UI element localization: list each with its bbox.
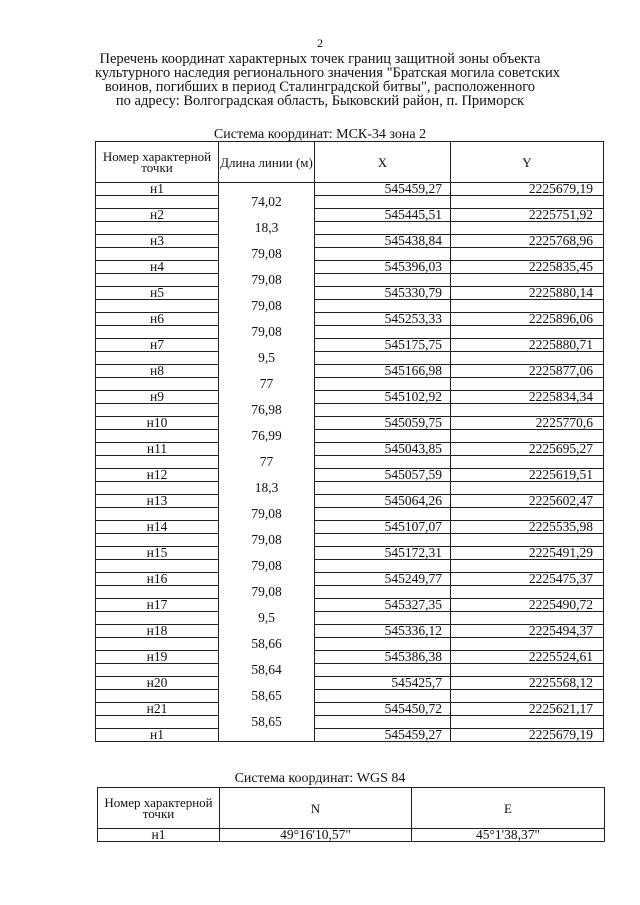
point-row — [96, 703, 604, 716]
y-coordinate-cell: 2225877,06 — [451, 365, 604, 378]
line-length-cell: 79,08 — [219, 274, 315, 287]
x-coordinate-cell: 545330,79 — [315, 287, 451, 300]
point-number-cell: н17 — [96, 599, 219, 612]
point-row — [96, 443, 604, 456]
point-row — [96, 235, 604, 248]
line-length-row — [96, 352, 604, 365]
point-row — [96, 651, 604, 664]
line-length-row — [96, 196, 604, 209]
point-number-cell: н15 — [96, 547, 219, 560]
line-length-cell: 76,99 — [219, 430, 315, 443]
line-length-cell: 9,5 — [219, 352, 315, 365]
msk-table-body — [96, 183, 604, 742]
x-coordinate-cell: 545057,59 — [315, 469, 451, 482]
line-length-row — [96, 222, 604, 235]
title-line: культурного наследия регионального значения "Братская могила советских — [95, 65, 560, 81]
y-coordinate-cell: 2225770,6 — [451, 417, 604, 430]
line-length-cell: 79,08 — [219, 534, 315, 547]
point-row — [96, 417, 604, 430]
x-coordinate-cell: 545107,07 — [315, 521, 451, 534]
y-coordinate-cell: 2225619,51 — [451, 469, 604, 482]
wgs-coordinates-table — [97, 787, 605, 842]
point-number-cell: н19 — [96, 651, 219, 664]
y-coordinate-cell: 2225695,27 — [451, 443, 604, 456]
point-row — [96, 729, 604, 742]
y-coordinate-cell: 2225621,17 — [451, 703, 604, 716]
x-coordinate-cell: 545064,26 — [315, 495, 451, 508]
line-length-cell: 79,08 — [219, 248, 315, 261]
point-row — [96, 495, 604, 508]
y-coordinate-cell: 2225491,29 — [451, 547, 604, 560]
x-coordinate-cell: 545450,72 — [315, 703, 451, 716]
y-coordinate-cell: 2225880,71 — [451, 339, 604, 352]
line-length-row — [96, 430, 604, 443]
x-coordinate-cell: 545166,98 — [315, 365, 451, 378]
line-length-cell: 58,64 — [219, 664, 315, 677]
line-length-cell: 79,08 — [219, 560, 315, 573]
point-row — [96, 547, 604, 560]
line-length-cell: 79,08 — [219, 508, 315, 521]
point-number-cell: н1 — [96, 729, 219, 742]
y-coordinate-cell: 2225835,45 — [451, 261, 604, 274]
x-coordinate-cell: 545059,75 — [315, 417, 451, 430]
y-coordinate-cell: 2225524,61 — [451, 651, 604, 664]
line-length-row — [96, 612, 604, 625]
line-length-row — [96, 586, 604, 599]
point-number-cell: н9 — [96, 391, 219, 404]
y-coordinate-cell: 2225880,14 — [451, 287, 604, 300]
line-length-cell: 74,02 — [219, 196, 315, 209]
point-number-cell: н13 — [96, 495, 219, 508]
x-coordinate-cell: 545396,03 — [315, 261, 451, 274]
y-coordinate-cell: 2225834,34 — [451, 391, 604, 404]
line-length-row — [96, 482, 604, 495]
point-number-cell: н14 — [96, 521, 219, 534]
header-x: X — [315, 142, 451, 183]
header-y: Y — [451, 142, 604, 183]
point-row — [96, 365, 604, 378]
point-number-cell: н18 — [96, 625, 219, 638]
point-number-cell: н20 — [96, 677, 219, 690]
point-row — [96, 469, 604, 482]
line-length-row — [96, 248, 604, 261]
title-line: воинов, погибших в период Сталинградской битвы", расположенного — [104, 79, 536, 95]
x-coordinate-cell: 545253,33 — [315, 313, 451, 326]
header-n: N — [220, 788, 412, 829]
length-spacer-cell — [219, 729, 315, 742]
x-coordinate-cell: 545459,27 — [315, 729, 451, 742]
x-coordinate-cell: 545386,38 — [315, 651, 451, 664]
x-coordinate-cell: 545175,75 — [315, 339, 451, 352]
coordinate-system-caption-wgs: Система координат: WGS 84 — [234, 771, 406, 786]
line-length-row — [96, 534, 604, 547]
line-length-row — [96, 326, 604, 339]
title-line: по адресу: Волгоградская область, Быковский район, п. Приморск — [115, 93, 525, 109]
x-coordinate-cell: 545172,31 — [315, 547, 451, 560]
line-length-cell: 79,08 — [219, 586, 315, 599]
point-number-cell: н3 — [96, 235, 219, 248]
line-length-cell: 58,65 — [219, 716, 315, 729]
line-length-row — [96, 274, 604, 287]
point-row — [96, 287, 604, 300]
line-length-row — [96, 664, 604, 677]
header-line-length: Длина линии (м) — [219, 142, 315, 183]
x-coordinate-cell: 545438,84 — [315, 235, 451, 248]
line-length-cell: 76,98 — [219, 404, 315, 417]
point-number-cell: н21 — [96, 703, 219, 716]
line-length-cell: 58,66 — [219, 638, 315, 651]
line-length-row — [96, 508, 604, 521]
y-coordinate-cell: 2225490,72 — [451, 599, 604, 612]
line-length-row — [96, 456, 604, 469]
longitude-cell: 45°1'38,37" — [412, 829, 605, 842]
point-row — [96, 521, 604, 534]
point-row — [96, 677, 604, 690]
latitude-cell: 49°16'10,57" — [220, 829, 412, 842]
y-coordinate-cell: 2225602,47 — [451, 495, 604, 508]
line-length-row — [96, 560, 604, 573]
point-row — [96, 599, 604, 612]
point-number-cell: н1 — [96, 183, 219, 196]
point-number-cell: н4 — [96, 261, 219, 274]
line-length-row — [96, 378, 604, 391]
point-number-cell: н8 — [96, 365, 219, 378]
line-length-cell: 79,08 — [219, 300, 315, 313]
point-number-cell: н7 — [96, 339, 219, 352]
y-coordinate-cell: 2225751,92 — [451, 209, 604, 222]
point-number-cell: н5 — [96, 287, 219, 300]
point-row — [96, 391, 604, 404]
title-line: Перечень координат характерных точек границ защитной зоны объекта — [99, 51, 541, 67]
line-length-cell: 18,3 — [219, 482, 315, 495]
y-coordinate-cell: 2225896,06 — [451, 313, 604, 326]
x-coordinate-cell: 545043,85 — [315, 443, 451, 456]
document-title — [95, 51, 560, 109]
y-coordinate-cell: 2225494,37 — [451, 625, 604, 638]
header-e: E — [412, 788, 605, 829]
point-row — [96, 339, 604, 352]
point-number-cell: н16 — [96, 573, 219, 586]
point-number-cell: н11 — [96, 443, 219, 456]
x-coordinate-cell: 545459,27 — [315, 183, 451, 196]
line-length-row — [96, 690, 604, 703]
coordinate-system-caption-msk: Система координат: МСК-34 зона 2 — [213, 127, 427, 142]
point-row — [96, 313, 604, 326]
point-number-cell: н10 — [96, 417, 219, 430]
x-coordinate-cell: 545102,92 — [315, 391, 451, 404]
y-coordinate-cell: 2225679,19 — [451, 183, 604, 196]
header-point-number: Номер характерной точки — [96, 142, 219, 183]
y-coordinate-cell: 2225568,12 — [451, 677, 604, 690]
line-length-cell: 9,5 — [219, 612, 315, 625]
x-coordinate-cell: 545445,51 — [315, 209, 451, 222]
point-row — [96, 261, 604, 274]
point-number-cell: н6 — [96, 313, 219, 326]
line-length-row — [96, 716, 604, 729]
y-coordinate-cell: 2225768,96 — [451, 235, 604, 248]
y-coordinate-cell: 2225475,37 — [451, 573, 604, 586]
point-row — [96, 573, 604, 586]
x-coordinate-cell: 545425,7 — [315, 677, 451, 690]
line-length-row — [96, 638, 604, 651]
line-length-row — [96, 404, 604, 417]
line-length-cell: 79,08 — [219, 326, 315, 339]
point-number-cell: н2 — [96, 209, 219, 222]
line-length-row — [96, 300, 604, 313]
y-coordinate-cell: 2225535,98 — [451, 521, 604, 534]
y-coordinate-cell: 2225679,19 — [451, 729, 604, 742]
x-coordinate-cell: 545336,12 — [315, 625, 451, 638]
wgs-table-body — [98, 829, 605, 842]
point-row — [96, 183, 604, 196]
point-number-cell: н1 — [98, 829, 220, 842]
page-number: 2 — [317, 36, 323, 50]
x-coordinate-cell: 545249,77 — [315, 573, 451, 586]
point-number-cell: н12 — [96, 469, 219, 482]
point-row — [96, 625, 604, 638]
point-row — [96, 209, 604, 222]
line-length-cell: 58,65 — [219, 690, 315, 703]
msk-coordinates-table — [95, 141, 604, 742]
line-length-cell: 77 — [219, 456, 315, 469]
line-length-cell: 77 — [219, 378, 315, 391]
wgs-point-row — [98, 829, 605, 842]
header-point-number: Номер характерной точки — [98, 788, 220, 829]
x-coordinate-cell: 545327,35 — [315, 599, 451, 612]
line-length-cell: 18,3 — [219, 222, 315, 235]
